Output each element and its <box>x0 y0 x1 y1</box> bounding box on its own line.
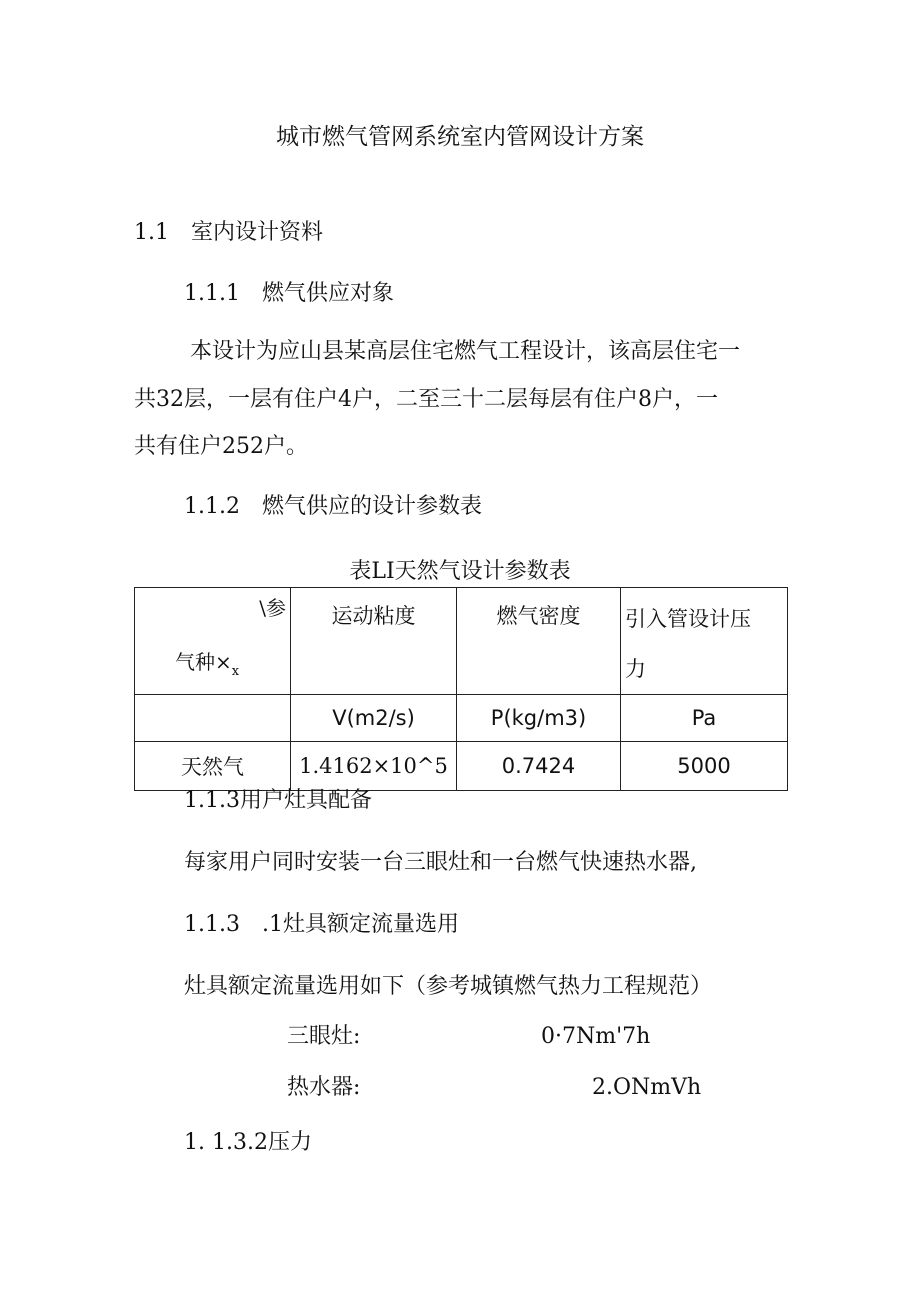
table-header-row <box>135 588 788 695</box>
section-1-1-3-2-heading: 1. 1.3.2压力 <box>184 1130 312 1155</box>
header-density: 燃气密度 <box>457 588 621 695</box>
flow-item-value-2: 2.ONmVh <box>592 1075 702 1100</box>
unit-row-spacer <box>135 695 291 742</box>
unit-pressure: Pa <box>621 695 788 742</box>
unit-density: P(kg/m3) <box>457 695 621 742</box>
table-row <box>135 742 788 791</box>
table-corner-cell <box>135 588 291 695</box>
section-1-1-2-heading: 1.1.2 燃气供应的设计参数表 <box>184 494 482 519</box>
section-1-1-3-heading: 1.1.3用户灶具配备 <box>184 788 372 813</box>
paragraph-line-2: 共32层，一层有住户4户，二至三十二层每层有住户8户，一 <box>134 387 718 412</box>
header-pressure <box>621 588 788 695</box>
corner-bottom-text: 气种× <box>175 650 232 674</box>
document-title: 城市燃气管网系统室内管网设计方案 <box>276 124 644 150</box>
value-pressure: 5000 <box>621 742 788 791</box>
paragraph-flow-selection: 灶具额定流量选用如下（参考城镇燃气热力工程规范） <box>184 974 713 999</box>
header-pressure-text: 引入管设计压力 <box>625 607 751 681</box>
value-viscosity: 1.4162×10^5 <box>291 742 457 791</box>
table-caption: 表LI天然气设计参数表 <box>349 559 571 584</box>
paragraph-line-3: 共有住户252户。 <box>134 434 308 459</box>
section-1-1-1-heading: 1.1.1 燃气供应对象 <box>184 281 394 306</box>
flow-item-label-1: 三眼灶: <box>287 1024 361 1049</box>
section-1-1-heading: 1.1 室内设计资料 <box>134 220 323 245</box>
corner-bottom-sub: x <box>231 664 240 679</box>
flow-item-value-1: 0·7Nm'7h <box>541 1024 651 1049</box>
design-parameter-table <box>134 587 788 791</box>
flow-item-label-2: 热水器: <box>287 1075 361 1100</box>
row-label-natural-gas: 天然气 <box>135 742 291 791</box>
value-density: 0.7424 <box>457 742 621 791</box>
section-1-1-3-1-heading: 1.1.3 .1灶具额定流量选用 <box>184 912 459 937</box>
corner-bottom-label <box>175 646 239 679</box>
header-viscosity: 运动粘度 <box>291 588 457 695</box>
paragraph-line-1: 本设计为应山县某高层住宅燃气工程设计，该高层住宅一 <box>190 339 741 364</box>
unit-viscosity: V(m2/s) <box>291 695 457 742</box>
paragraph-stove-equipment: 每家用户同时安装一台三眼灶和一台燃气快速热水器, <box>184 850 697 875</box>
corner-top-label: \参 <box>259 596 286 620</box>
table-unit-row <box>135 695 788 742</box>
